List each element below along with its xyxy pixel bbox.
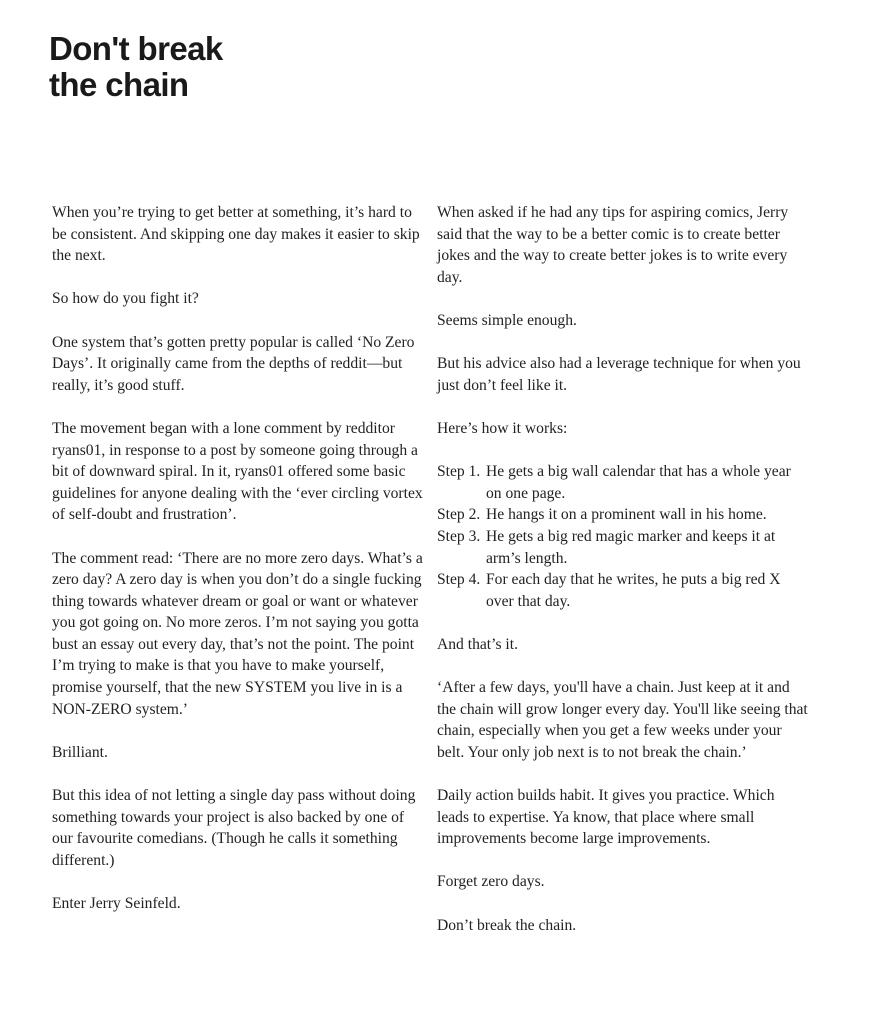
step-item	[437, 526, 809, 569]
step-label: Step 4.	[437, 571, 481, 589]
paragraph: Enter Jerry Seinfeld.	[52, 895, 181, 912]
step-text: He gets a big wall calendar that has a whole year on one page.	[486, 463, 791, 502]
step-text: For each day that he writes, he puts a big red X over that day.	[486, 571, 781, 610]
paragraph: The movement began with a lone comment by redditor ryans01, in response to a post by someone going through a bit of downward spiral. In it, ryans01 offered some basic guidelines for anyone dealing with the ‘ever circling vortex of self-doubt and frustration’.	[52, 419, 423, 524]
paragraph: When asked if he had any tips for aspiring comics, Jerry said that the way to be a better comic is to create better jokes and the way to create better jokes is to write every day.	[437, 204, 789, 286]
paragraph: But his advice also had a leverage technique for when you just don’t feel like it.	[437, 355, 801, 394]
paragraph: ‘After a few days, you'll have a chain. Just keep at it and the chain will grow longer every day. You'll like seeing that chain, especially when you get a few weeks under your belt. Your only job next is to not break the chain.’	[437, 679, 808, 761]
paragraph: When you’re trying to get better at something, it’s hard to be consistent. And skipping one day makes it easier to skip the next.	[52, 204, 420, 265]
left-column	[52, 202, 424, 936]
paragraph: And that’s it.	[437, 635, 518, 653]
paragraph: Daily action builds habit. It gives you practice. Which leads to expertise. Ya know, that place where small improvements become large improvements.	[437, 787, 775, 848]
right-column	[437, 202, 809, 958]
paragraph: But this idea of not letting a single day pass without doing something towards your project is also backed by one of our favourite comedians. (Though he calls it something different.)	[52, 787, 416, 869]
step-label: Step 3.	[437, 527, 481, 545]
step-label: Step 2.	[437, 506, 481, 524]
paragraph: Seems simple enough.	[437, 311, 577, 329]
paragraph: Brilliant.	[52, 743, 108, 761]
step-item	[437, 504, 809, 526]
page-title-line-2: the chain	[49, 66, 189, 103]
step-text: He gets a big red magic marker and keeps it at arm’s length.	[486, 527, 776, 567]
step-text: He hangs it on a prominent wall in his home.	[486, 506, 767, 524]
page-title-line-1: Don't break	[49, 30, 223, 67]
paragraph: So how do you fight it?	[52, 290, 199, 308]
step-item	[437, 569, 809, 612]
page-title	[49, 31, 223, 103]
paragraph: The comment read: ‘There are no more zero days. What’s a zero day? A zero day is when you don’t do a single fucking thing towards whatever dream or goal or want or whatever you got going on. No more zeros. I’m not saying you gotta bust an essay out every day, that’s not the point. The point I’m trying to make is that you have to make yourself, promise yourself, that the new SYSTEM you live in is a NON-ZERO system.’	[52, 549, 423, 718]
step-item	[437, 461, 809, 504]
paragraph: Here’s how it works:	[437, 419, 568, 437]
step-label: Step 1.	[437, 463, 481, 481]
paragraph: Forget zero days.	[437, 873, 545, 891]
paragraph: Don’t break the chain.	[437, 916, 577, 934]
steps-list	[437, 461, 809, 612]
paragraph: One system that’s gotten pretty popular is called ‘No Zero Days’. It originally came from the depths of reddit—but really, it’s good stuff.	[52, 333, 415, 394]
